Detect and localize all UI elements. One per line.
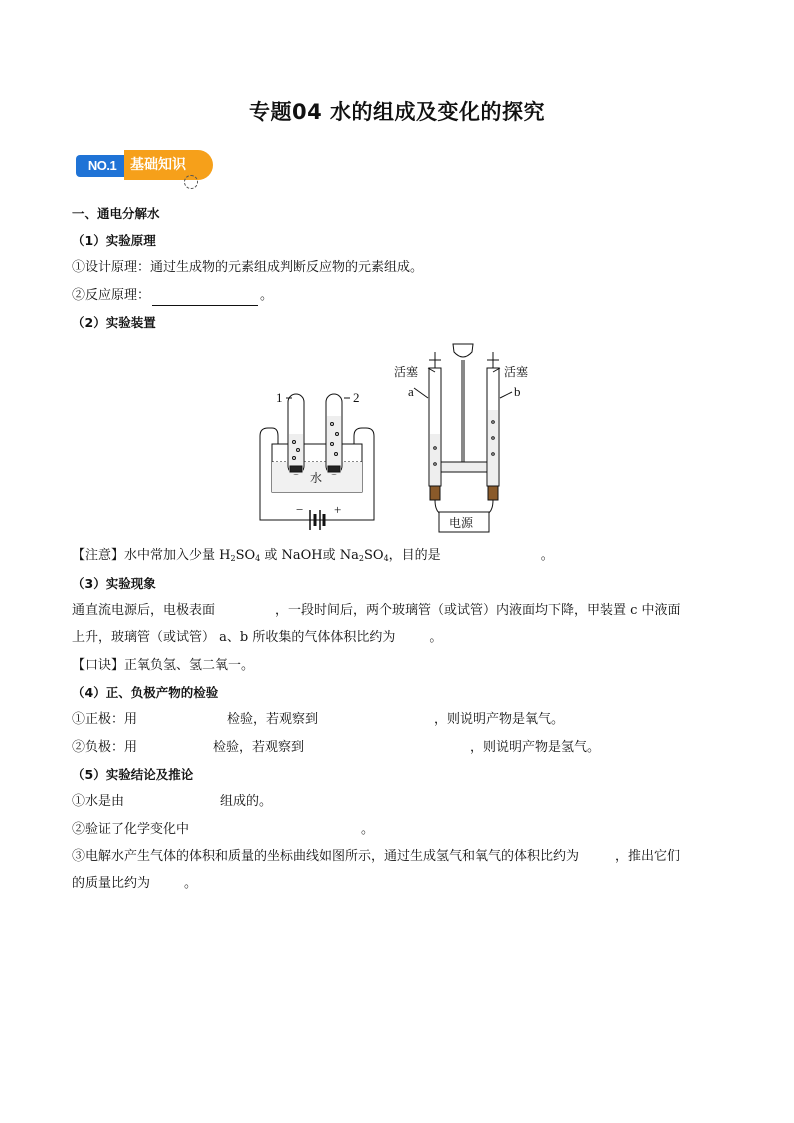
note-text: SO	[235, 548, 256, 563]
section-badge	[76, 150, 213, 180]
reaction-principle-prefix: ②反应原理：	[72, 288, 151, 303]
subheading-test: （4）正、负极产物的检验	[72, 685, 219, 700]
note-sub: 4	[255, 554, 261, 563]
tube-label-2: 2	[353, 390, 360, 405]
subheading-apparatus: （2）实验装置	[72, 315, 156, 330]
page-title: 专题04 水的组成及变化的探究	[248, 100, 546, 124]
phenomenon-line-1	[72, 601, 681, 621]
badge-label: 基础知识	[124, 150, 213, 180]
conclusion-3-line-1	[72, 847, 680, 867]
positive-electrode-test	[72, 710, 564, 730]
reaction-principle	[72, 286, 273, 306]
subheading-conclusion: （5）实验结论及推论	[72, 767, 194, 782]
stopcock-right-label: 活塞	[504, 365, 529, 379]
section-heading: 一、通电分解水	[72, 206, 160, 221]
test-text: 检验，若观察到	[213, 740, 305, 755]
hofmann-voltameter	[414, 344, 512, 532]
conclusion-2	[72, 820, 374, 840]
note-sub: 2	[358, 554, 364, 563]
subheading-principle: （1）实验原理	[72, 233, 156, 248]
phenomenon-text: 上升，玻璃管（或试管） a、b 所收集的气体体积比约为	[72, 630, 396, 645]
note-sub: 2	[230, 554, 236, 563]
tube-label-1: 1	[276, 390, 283, 405]
test-text: ，则说明产物是氢气。	[470, 740, 601, 755]
negative-electrode-test	[72, 738, 600, 758]
mnemonic: 【口诀】正氧负氢、氢二氧一。	[72, 658, 255, 673]
note-prefix: 【注意】水中常加入少量 H	[72, 548, 231, 563]
conclusion-text: ③电解水产生气体的体积和质量的坐标曲线如图所示，通过生成氢气和氧气的体积比约为	[72, 849, 580, 864]
note-suffix: ，目的是	[388, 548, 441, 563]
design-principle: ①设计原理：通过生成物的元素组成判断反应物的元素组成。	[72, 260, 424, 275]
power-label: 电源	[449, 516, 474, 530]
conclusion-text: 组成的。	[220, 794, 273, 809]
subheading-phenomenon: （3）实验现象	[72, 576, 156, 591]
answer-blank	[152, 291, 258, 306]
note-text: SO	[364, 548, 384, 563]
phenomenon-text: 通直流电源后，电极表面	[72, 603, 216, 618]
test-text: 检验，若观察到	[227, 712, 319, 727]
conclusion-text: 。	[184, 876, 198, 891]
conclusion-1	[72, 792, 272, 812]
badge-tag: NO.1	[76, 155, 128, 177]
test-text: ，则说明产物是氧气。	[434, 712, 565, 727]
conclusion-text: ①水是由	[72, 794, 125, 809]
test-text: ②负极：用	[72, 740, 138, 755]
tube-label-a: a	[408, 384, 414, 399]
conclusion-text: ②验证了化学变化中	[72, 822, 190, 837]
note-sub: 4	[383, 554, 389, 563]
electrolysis-apparatus-figure	[250, 338, 540, 538]
minus-sign: −	[296, 502, 304, 517]
beaker-apparatus	[260, 394, 374, 530]
dashed-circle-icon	[184, 175, 198, 189]
reaction-principle-suffix: 。	[260, 288, 274, 303]
note-end: 。	[540, 548, 554, 563]
phenomenon-text: ，一段时间后，两个玻璃管（或试管）内液面均下降，甲装置 c 中液面	[275, 603, 681, 618]
test-text: ①正极：用	[72, 712, 138, 727]
water-label: 水	[310, 471, 323, 485]
tube-label-b: b	[514, 384, 521, 399]
phenomenon-text: 。	[429, 630, 443, 645]
note-text: 或 NaOH或 Na	[260, 548, 359, 563]
conclusion-text: 。	[361, 822, 375, 837]
conclusion-text: 的质量比约为	[72, 876, 151, 891]
phenomenon-line-2	[72, 628, 442, 648]
plus-sign: +	[334, 502, 342, 517]
stopcock-left-label: 活塞	[394, 365, 419, 379]
conclusion-3-line-2	[72, 874, 197, 894]
conclusion-text: ，推出它们	[615, 849, 681, 864]
note-line	[72, 546, 554, 569]
